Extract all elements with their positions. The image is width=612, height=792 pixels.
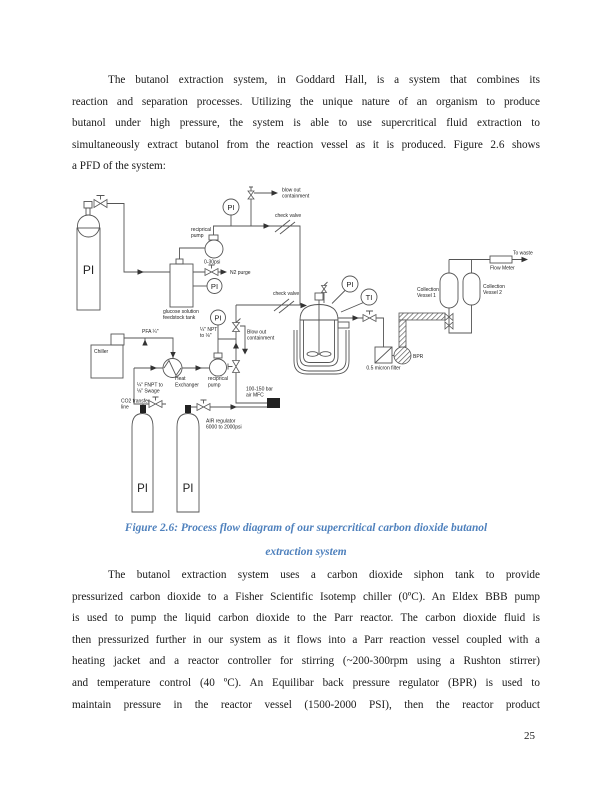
paragraph-line: butanol under high pressure, the system is able to use supercritical fluid extraction to	[72, 117, 540, 130]
glucose-tank-label: glucose solution	[163, 309, 199, 315]
reactor-pi-label: PI	[346, 280, 354, 289]
paragraph-top	[72, 70, 540, 178]
flow-arrow-icon	[272, 190, 279, 195]
blowout-mid-label: containment	[247, 335, 275, 342]
paragraph-line: simultaneously extract butanol from the reaction vessel as it is produced. Figure 2.6 shows	[72, 138, 540, 151]
check-valve-1	[275, 213, 301, 234]
fnpt-label: ¼" FNPT to	[137, 382, 163, 389]
valve-icon	[94, 200, 101, 208]
glucose-tank-label: feedstock tank	[163, 315, 196, 321]
paragraph-line: maintain pressure in the reactor vessel (1500-2000 PSI), then the reactor product	[72, 698, 540, 711]
bpr-icon	[394, 347, 411, 364]
reciprocating-pump-bottom	[200, 310, 236, 389]
heated-line	[399, 320, 406, 347]
check-valve-label: check valve	[273, 291, 300, 297]
figure-caption-line: extraction system	[265, 546, 347, 558]
blowout-relief-top	[248, 187, 310, 226]
paragraph-line: The butanol extraction system, in Goddard Hall, is a system that combines its	[108, 74, 540, 86]
valve-icon	[149, 401, 156, 408]
mfc-label: 100-150 bar	[246, 386, 273, 393]
collection-vessel-2	[463, 273, 480, 305]
pump-bottom-label: pump	[208, 382, 221, 389]
gauge-mid-pi-label: PI	[214, 313, 222, 323]
air-regulator-label: 6000 to 2000psi	[206, 424, 242, 431]
heat-exchanger-label: Heat	[175, 376, 186, 382]
flow-meter-label: Flow Meter	[490, 265, 515, 272]
heat-exchanger-label: Exchanger	[175, 382, 199, 389]
blowout-top-label: containment	[282, 193, 310, 200]
vent-arrow-icon	[242, 349, 248, 355]
flow-arrow-icon	[522, 257, 529, 262]
filter-label: 0.5 micron filter	[366, 365, 401, 372]
gauge-tank-pi-label: PI	[210, 282, 219, 291]
paragraph-line: is used to pump the liquid carbon dioxide to the Parr reactor. The carbon dioxide fluid is	[72, 612, 540, 625]
mfc-column	[228, 305, 280, 408]
figure-caption	[72, 516, 540, 564]
flow-arrow-icon	[264, 223, 271, 228]
flow-arrow-icon	[142, 340, 147, 346]
pump-top-label: reciprical	[191, 227, 212, 233]
n2-purge-valve	[193, 260, 251, 294]
mfc-label: air MFC	[246, 392, 264, 399]
paragraph-line: reaction and separation processes. Utilizing the unique nature of an organism to produce	[72, 95, 540, 108]
paragraph-line: The butanol extraction system uses a carbon dioxide siphon tank to provide	[108, 569, 540, 581]
npt-label: ¼" NPT	[200, 327, 218, 333]
flow-arrow-icon	[170, 352, 175, 358]
chiller-label: Chiller	[94, 349, 109, 355]
valve-icon	[233, 361, 240, 367]
process-flow-diagram	[60, 176, 560, 521]
collection-vessel-1-label: Collection	[417, 287, 439, 293]
valve-icon	[197, 404, 204, 411]
check-valve-2	[236, 291, 307, 313]
co2-line-label: CO2 transfer	[121, 398, 150, 405]
air-regulator-label: AIR regulator	[206, 418, 236, 425]
pressure-gauge-top	[223, 199, 239, 226]
pfa-label: PFA ¼"	[142, 329, 159, 335]
fnpt-label: ⅛" Swage	[137, 388, 160, 395]
pump-bottom-label: reciprical	[208, 376, 229, 382]
paragraph-line: and temperature control (40 ºC). An Equilibar back pressure regulator (BPR) is used to	[72, 676, 540, 689]
flow-arrow-icon	[196, 365, 203, 370]
page-number: 25	[524, 730, 535, 742]
to-waste-label: To waste	[513, 250, 533, 257]
paragraph-line: heating jacket and a reactor controller for stirring (~200-300rpm using a Rushton stirrer)	[72, 655, 540, 668]
collection-vessel-2-label: Vessel 2	[483, 290, 502, 296]
parr-reactor	[294, 276, 384, 374]
co2-line-label: line	[121, 404, 129, 411]
valve-icon	[205, 269, 212, 276]
reactor-ti-label: TI	[365, 293, 373, 302]
paragraph-line: pressurized carbon dioxide to a Fisher Scientific Isotemp chiller (0ºC). An Eldex BBB pump	[72, 590, 540, 603]
npt-label: to ⅛"	[200, 333, 212, 339]
figure-caption-line: Figure 2.6: Process flow diagram of our supercritical carbon dioxide butanol	[124, 522, 488, 534]
heated-line	[399, 313, 445, 320]
valve-icon	[363, 315, 370, 322]
flow-arrow-icon	[138, 269, 145, 274]
collection-vessels	[417, 251, 533, 334]
flow-meter	[490, 256, 512, 263]
collection-vessel-2-label: Collection	[483, 284, 505, 290]
paragraph-line: then pressurized further in our system as it flows into a Parr reaction vessel coupled with a	[72, 633, 540, 646]
blowout-top-label: blow out	[282, 187, 301, 194]
flow-arrow-icon	[353, 315, 360, 320]
relief-valve-icon	[233, 323, 240, 328]
flow-arrow-icon	[233, 343, 239, 349]
check-valve-label: check valve	[275, 213, 302, 219]
co2-bottle	[121, 368, 166, 512]
paragraph-line: a PFD of the system:	[72, 160, 166, 173]
psi-range-label: 0-30psi	[204, 259, 221, 266]
collection-vessel-1	[440, 273, 458, 308]
air-mfc-block	[267, 398, 280, 408]
bpr-label: BPR	[413, 354, 424, 360]
air-bottle-pi-label: PI	[182, 483, 194, 495]
pump-top-label: pump	[191, 233, 204, 239]
stirrer-icon	[307, 352, 318, 357]
paragraph-bottom	[72, 565, 540, 716]
flow-arrow-icon	[151, 365, 158, 370]
gauge-top-pi-label: PI	[227, 203, 235, 212]
co2-siphon-tank	[77, 196, 170, 311]
co2-bottle-pi-label: PI	[137, 483, 148, 495]
filter-bpr	[366, 313, 445, 372]
n2-purge-label: N2 purge	[230, 270, 251, 276]
air-bottle	[177, 400, 267, 512]
siphon-tank-pi-label: PI	[82, 263, 95, 277]
blowout-mid-label: Blow out	[247, 329, 267, 336]
glucose-feedstock-tank	[163, 259, 199, 321]
flow-arrow-icon	[221, 269, 228, 274]
flow-arrow-icon	[231, 404, 238, 409]
collection-vessel-1-label: Vessel 1	[417, 293, 436, 299]
